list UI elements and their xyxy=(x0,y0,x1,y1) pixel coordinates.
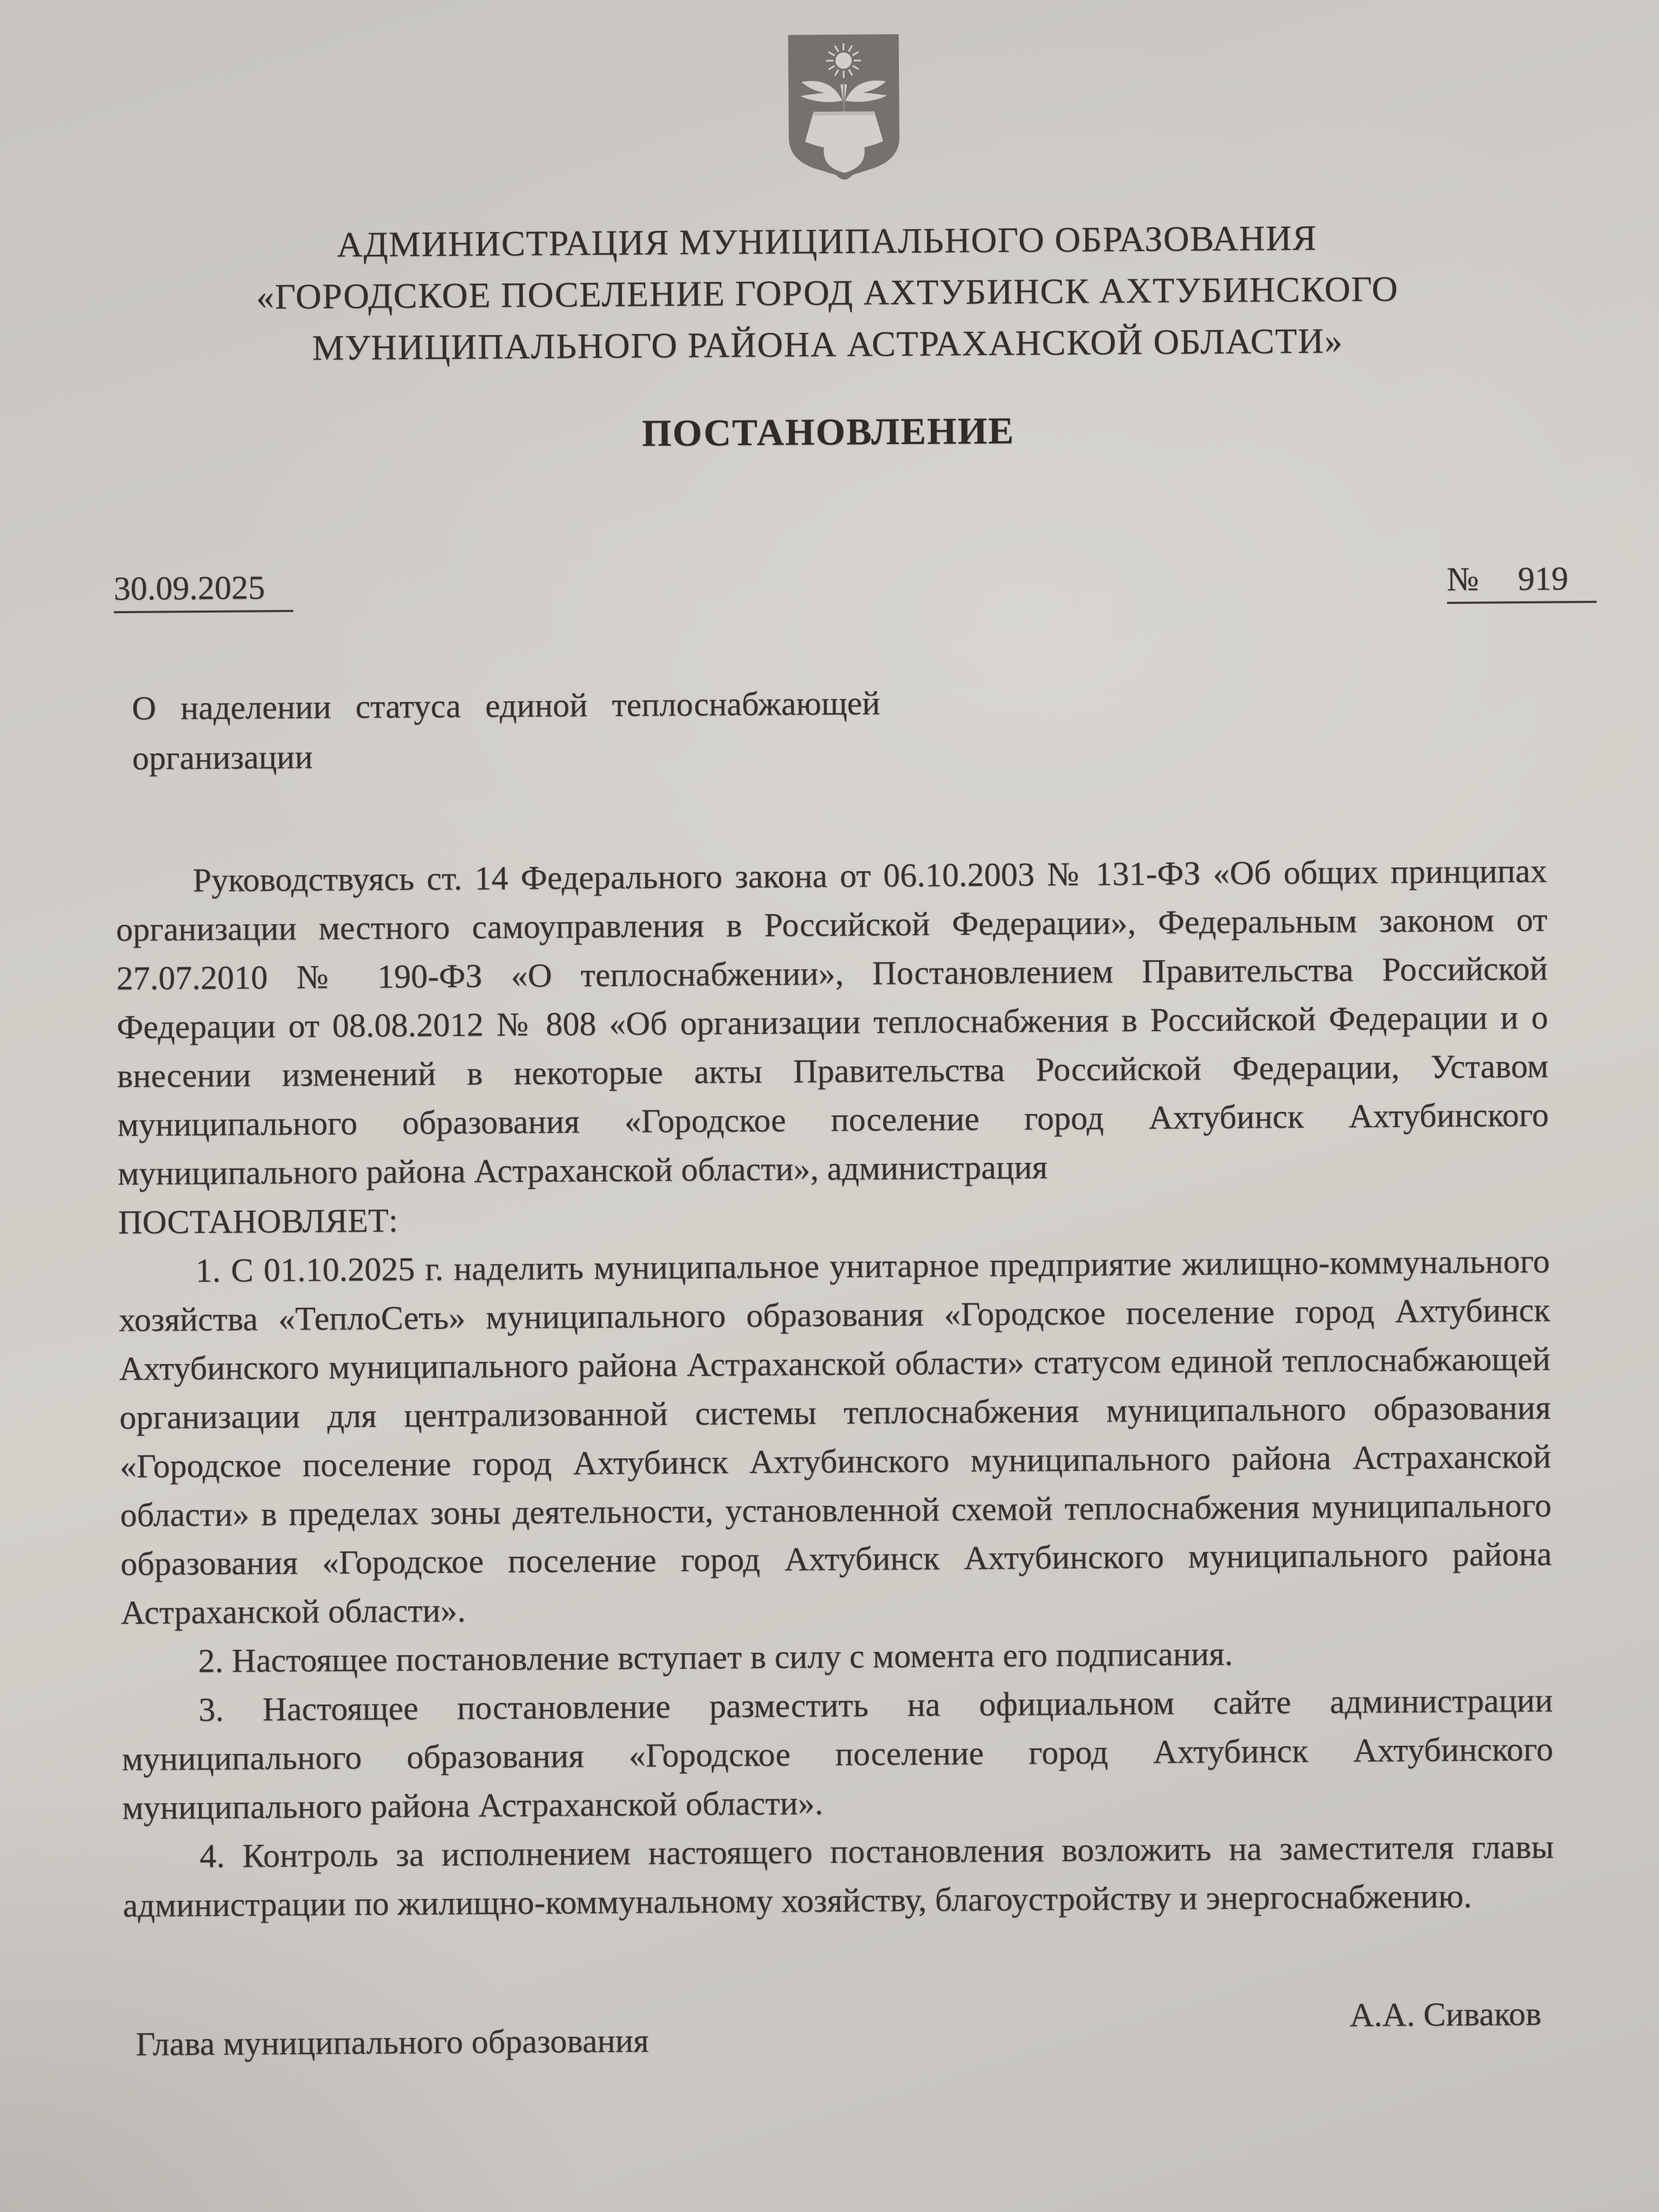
emblem-container xyxy=(110,27,1542,187)
document-date: 30.09.2025 xyxy=(113,568,293,613)
signature-row xyxy=(124,1995,1555,2064)
body-paragraph: 3. Настоящее постановление разместить на официальном сайте администрации муниципального образования «Городское поселение город Ахтубинск Ахтубинского муниципального района Астраханской области». xyxy=(121,1682,1553,1827)
document-subject: О наделении статуса единой теплоснабжающей организации xyxy=(132,685,880,777)
document-body xyxy=(115,847,1554,1930)
signature-title: Глава муниципального образования xyxy=(136,2022,649,2063)
number-value: 919 xyxy=(1517,560,1568,598)
body-paragraph: ПОСТАНОВЛЯЕТ: xyxy=(118,1202,398,1242)
document-type-title: ПОСТАНОВЛЕНИЕ xyxy=(641,410,1015,455)
date-number-row xyxy=(113,560,1568,613)
organization-name xyxy=(111,211,1544,375)
body-paragraph: 2. Настоящее постановление вступает в силу с момента его подписания. xyxy=(198,1635,1233,1680)
body-paragraph: Руководствуясь ст. 14 Федерального закона от 06.10.2003 № 131-ФЗ «Об общих принципах организации местного самоуправления в Российской Федерации», Федеральным законом от 27.07.2010 № 190-ФЗ «О теплоснабжении», Постановлением Правительства Российской Федерации от 08.08.2012 № 808 «Об организации теплоснабжения в Российской Федерации и о внесении изменений в некоторые акты Правительства Российской Федерации, Уставом муниципального образования «Городское поселение город Ахтубинск Ахтубинского муниципального района Астраханской области», администрация xyxy=(115,852,1549,1193)
number-sign: № xyxy=(1446,561,1479,599)
org-line-3: МУНИЦИПАЛЬНОГО РАЙОНА АСТРАХАНСКОЙ ОБЛАСТИ» xyxy=(312,321,1343,368)
body-paragraph: 1. С 01.10.2025 г. наделить муниципальное унитарное предприятие жилищно-коммунального хозяйства «ТеплоСеть» муниципального образования «Городское поселение город Ахтубинск Ахтубинского муниципального района Астраханской области» статусом единой теплоснабжающей организации для централизованной системы теплоснабжения муниципального образования «Городское поселение город Ахтубинск Ахтубинского муниципального района Астраханской области» в пределах зоны деятельности, установленной схемой теплоснабжения муниципального образования «Городское поселение город Ахтубинск Ахтубинского муниципального района Астраханской области». xyxy=(118,1243,1552,1632)
signature-name: А.А. Сиваков xyxy=(1349,1995,1542,2034)
document-number xyxy=(1446,559,1597,604)
body-paragraph: 4. Контроль за исполнением настоящего постановления возложить на заместителя главы администрации по жилищно-коммунальному хозяйству, благоустройству и энергоснабжению. xyxy=(123,1828,1554,1925)
org-line-1: АДМИНИСТРАЦИЯ МУНИЦИПАЛЬНОГО ОБРАЗОВАНИЯ xyxy=(337,218,1317,265)
org-line-2: «ГОРОДСКОЕ ПОСЕЛЕНИЕ ГОРОД АХТУБИНСК АХТУБИНСКОГО xyxy=(256,269,1399,317)
coat-of-arms-icon xyxy=(782,31,906,182)
